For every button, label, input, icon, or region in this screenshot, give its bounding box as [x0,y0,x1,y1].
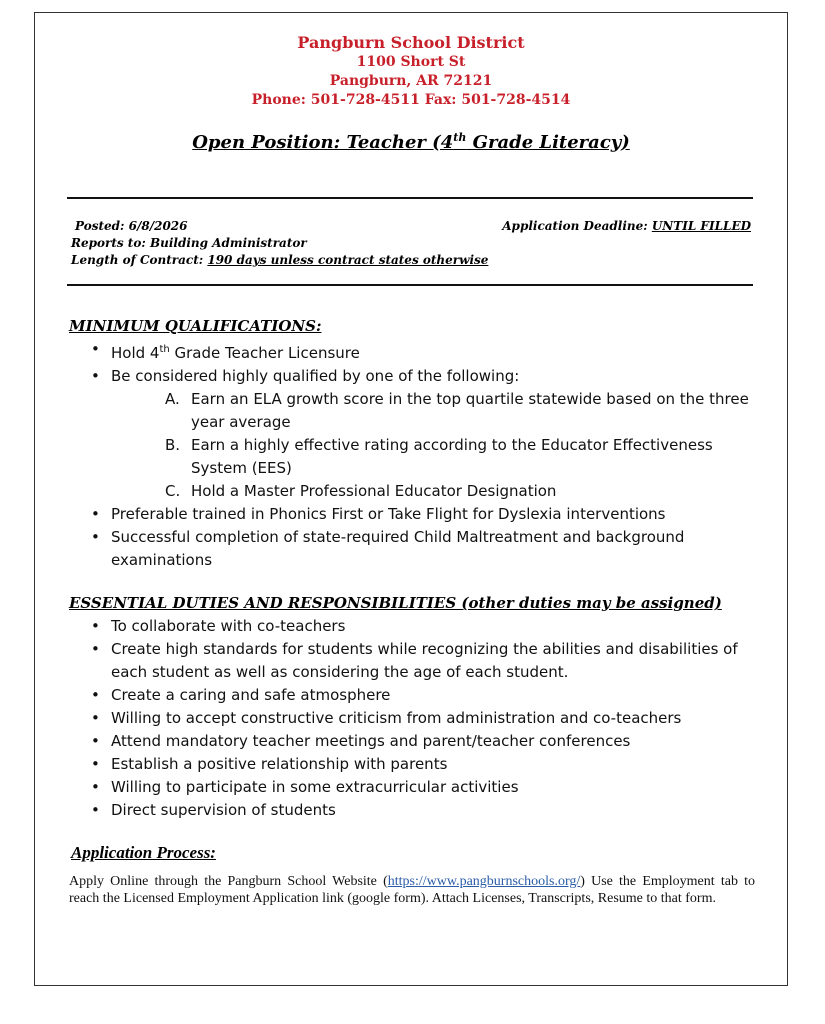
item-text: Grade Teacher Licensure [169,344,360,362]
list-item [85,365,755,503]
list-item [85,338,755,365]
application-deadline [502,218,751,235]
document-page [34,12,788,986]
list-item: • Willing to participate in some extracurricular activities [85,776,757,799]
sub-marker: A. [165,390,180,408]
list-item: • Create a caring and safe atmosphere [85,684,757,707]
sub-marker: B. [165,436,181,454]
sub-text: Hold a Master Professional Educator Designation [191,482,557,500]
posted-date: Posted: 6/8/2026 [75,219,188,233]
district-name: Pangburn School District [297,33,525,52]
application-text-before: Apply Online through the Pangburn School Website ( [69,874,388,889]
list-item: • Establish a positive relationship with parents [85,753,757,776]
deadline-value: UNTIL FILLED [651,219,751,233]
district-street: 1100 Short St [356,54,466,70]
divider-bottom [67,284,753,286]
sub-item [85,388,755,434]
sub-item [85,434,755,480]
min-quals-list [85,338,755,572]
district-phone-fax: Phone: 501-728-4511 Fax: 501-728-4514 [251,92,571,108]
list-item: • Attend mandatory teacher meetings and parent/teacher conferences [85,730,757,753]
divider-top [67,197,753,199]
duties-list [85,615,757,822]
sub-text: Earn a highly effective rating according to the Educator Effectiveness System (EES) [191,436,713,477]
item-text: Hold 4 [111,344,160,362]
title-suffix: Grade Literacy) [466,132,630,153]
title-sup: th [453,131,467,144]
application-heading: Application Process: [71,843,216,862]
list-item [85,503,755,526]
contract-label: Length of Contract: [71,253,208,267]
letterhead [35,33,787,110]
contract-value: 190 days unless contract states otherwise [207,253,489,267]
list-item: • Willing to accept constructive criticism from administration and co-teachers [85,707,757,730]
item-sup: th [159,344,170,355]
deadline-label: Application Deadline: [502,219,652,233]
item-text: Successful completion of state-required Child Maltreatment and background examinations [111,528,685,569]
district-city: Pangburn, AR 72121 [329,73,493,89]
sub-marker: C. [165,482,181,500]
position-title [35,131,787,153]
min-quals-heading: MINIMUM QUALIFICATIONS: [69,317,322,335]
application-text-after: ) Use the Employment tab to reach the Licensed Employment Application link (google form). Attach Licenses, Transcripts, Resume to that form. [69,874,756,906]
list-item: • Create high standards for students while recognizing the abilities and disabilities of each student as well as considering the age of each student. [85,638,757,684]
sub-list [85,388,755,503]
application-text [69,873,755,907]
sub-text: Earn an ELA growth score in the top quartile statewide based on the three year average [191,390,749,431]
item-text: Preferable trained in Phonics First or Take Flight for Dyslexia interventions [111,505,666,523]
sub-item [85,480,755,503]
website-link[interactable]: https://www.pangburnschools.org/ [387,874,581,889]
list-item: • To collaborate with co-teachers [85,615,757,638]
contract-length [71,252,488,269]
item-text: Be considered highly qualified by one of the following: [111,367,520,385]
duties-heading: ESSENTIAL DUTIES AND RESPONSIBILITIES (other duties may be assigned) [69,594,722,612]
list-item [85,526,755,572]
list-item: • Direct supervision of students [85,799,757,822]
reports-to: Reports to: Building Administrator [71,236,307,250]
title-prefix: Open Position: Teacher (4 [192,132,454,153]
